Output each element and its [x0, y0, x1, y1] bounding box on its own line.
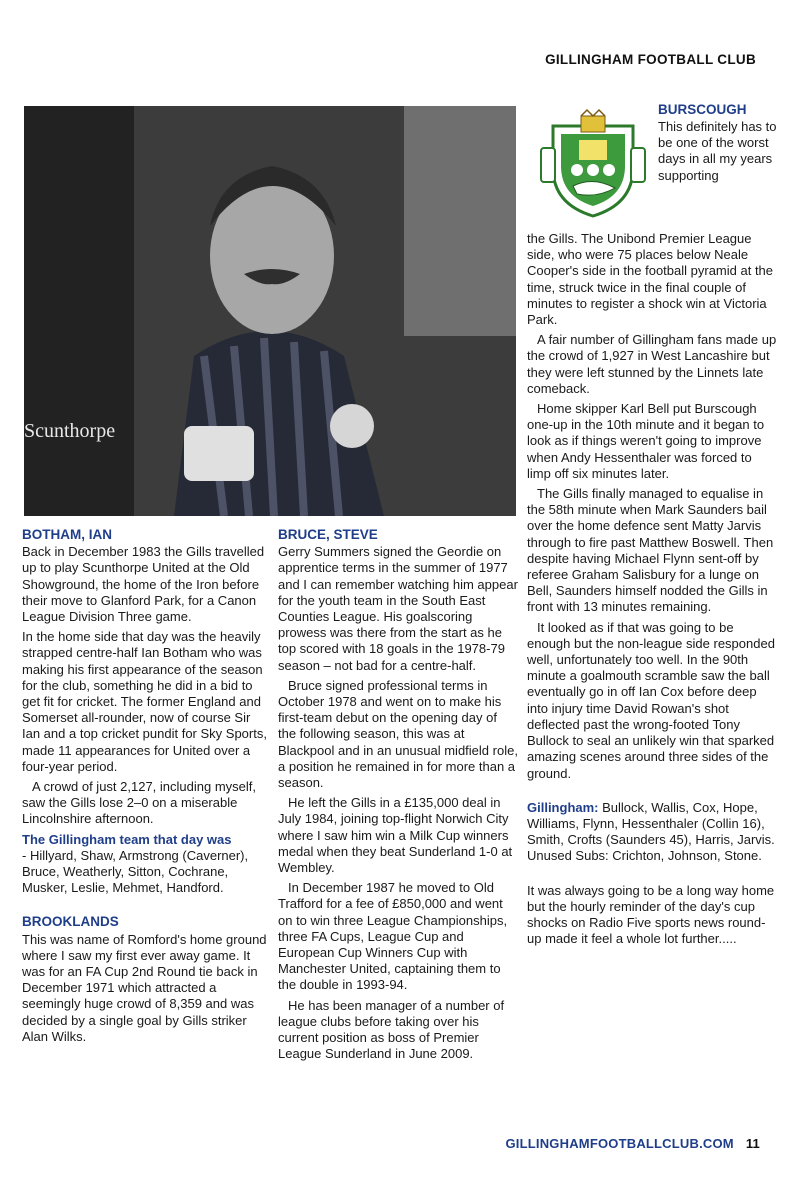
team-names: Bullock, Wallis, Cox, Hope, Williams, Flynn, Hessenthaler (Collin 16), Smith, Crofts (Saunders 45), Harris, Jarvis. Unused Subs: Crichton, Johnson, Stone. [527, 799, 775, 864]
paragraph: A fair number of Gillingham fans made up the crowd of 1,927 in West Lancashire but they were left stunned by the Linnets late comeback. [527, 332, 777, 396]
paragraph: The Gills finally managed to equalise in the 58th minute when Mark Saunders bail over the home defence sent Matty Jarvis through to fire past Matthew Boswell. Then despite having Michael Flynn sent-off by referee Graham Salisbury for a lunge on Bell, Saunders himself nodded the Gills in front with 13 minutes remaining. [527, 486, 774, 615]
column-left [22, 527, 268, 1049]
column-right [527, 231, 777, 951]
paragraph: In December 1987 he moved to Old Trafford for a fee of £850,000 and went on to win three League Championships, three FA Cups, League Cup and European Cup Winners Cup with Manchester United, captaining them to the double in 1993-94. [278, 880, 508, 993]
column-middle [278, 527, 518, 1067]
team-names: - Hillyard, Shaw, Armstrong (Caverner), Bruce, Weatherly, Sitton, Cochrane, Musker, Leslie, Mehmet, Handford. [22, 847, 249, 896]
page-header: GILLINGHAM FOOTBALL CLUB [545, 52, 756, 67]
paragraph: Home skipper Karl Bell put Burscough one-up in the 10th minute and it began to look as if things weren't going to improve when Andy Hessenthaler was forced to limp off six minutes later. [527, 401, 765, 481]
paragraph: It looked as if that was going to be enough but the non-league side responded well, unfortunately too well. In the 90th minute a goalmouth scramble saw the ball eventually go in off Ian Cox before deep into injury time David Rowan's shot deflected past the wrong-footed Tony Bullock to seal an unlikely win that sparked amazing scenes around three sides of the ground. [527, 619, 775, 781]
entry-heading-bruce: BRUCE, STEVE [278, 527, 378, 542]
paragraph: He has been manager of a number of league clubs before taking over his current position as boss of Premier League Sunderland in June 2009. [278, 997, 505, 1062]
paragraph: It was always going to be a long way home but the hourly reminder of the day's cup shocks on Radio Five sports news round-up made it feel a whole lot further..... [527, 882, 775, 947]
paragraph: Bruce signed professional terms in October 1978 and went on to make his first-team debut on the opening day of the following season, this was at Blackpool and in an unusual midfield role, a position he remained in for more than a season. [278, 677, 518, 791]
page-number: 11 [745, 1136, 760, 1151]
paragraph: the Gills. The Unibond Premier League side, who were 75 places below Neale Cooper's side in the football pyramid at the time, struck twice in the final couple of minutes to register a shock win at Victoria Park. [527, 231, 774, 328]
paragraph: Back in December 1983 the Gills travelled up to play Scunthorpe United at the Old Showground, the home of the Iron before their move to Glanford Park, for a Canon League Division Three game. [22, 544, 265, 625]
paragraph: In the home side that day was the heavily strapped centre-half Ian Botham who was making his first appearance of the season for the club, something he did in a bid to get fit for cricket. The former England and Somerset all-rounder, now of course Sir Ian and a top cricket pundit for Sky Sports, made 11 appearances for United over a four-year period. [22, 629, 267, 774]
shirt-sponsor-text: Scunthorpe [24, 420, 116, 442]
team-list [527, 800, 777, 865]
team-label: Gillingham: [527, 799, 599, 815]
page-footer [506, 1136, 761, 1151]
paragraph: He left the Gills in a £135,000 deal in July 1984, joining top-flight Norwich City where I saw him win a Milk Cup winners medal when they beat Sunderland 1-0 at Wembley. [278, 795, 513, 876]
team-list [22, 832, 268, 897]
entry-heading-brooklands: BROOKLANDS [22, 914, 119, 930]
player-photo [24, 106, 516, 516]
team-label: The Gillingham team that day was [22, 831, 232, 847]
paragraph: A crowd of just 2,127, including myself, saw the Gills lose 2–0 on a miserable Lincolnshire afternoon. [22, 779, 257, 827]
paragraph: Gerry Summers signed the Geordie on apprentice terms in the summer of 1977 and I can remember watching him appear for the youth team in the South East Counties League. His goalscoring prowess was there from the start as he top scored with 18 goals in the 1978-79 season – not bad for a centre-half. [278, 544, 518, 673]
footer-site: GILLINGHAMFOOTBALLCLUB.COM [505, 1136, 734, 1151]
burscough-intro: This definitely has to be one of the worst days in all my years supporting [658, 119, 777, 183]
burscough-crest-logo [537, 108, 649, 220]
entry-heading-botham: BOTHAM, IAN [22, 527, 112, 542]
entry-heading-burscough: BURSCOUGH [658, 102, 747, 117]
paragraph: This was name of Romford's home ground where I saw my first ever away game. It was for an FA Cup 2nd Round tie back in December 1971 which attracted a seemingly huge crowd of 8,359 and was decided by a single goal by Gills striker Alan Wilks. [22, 931, 267, 1044]
